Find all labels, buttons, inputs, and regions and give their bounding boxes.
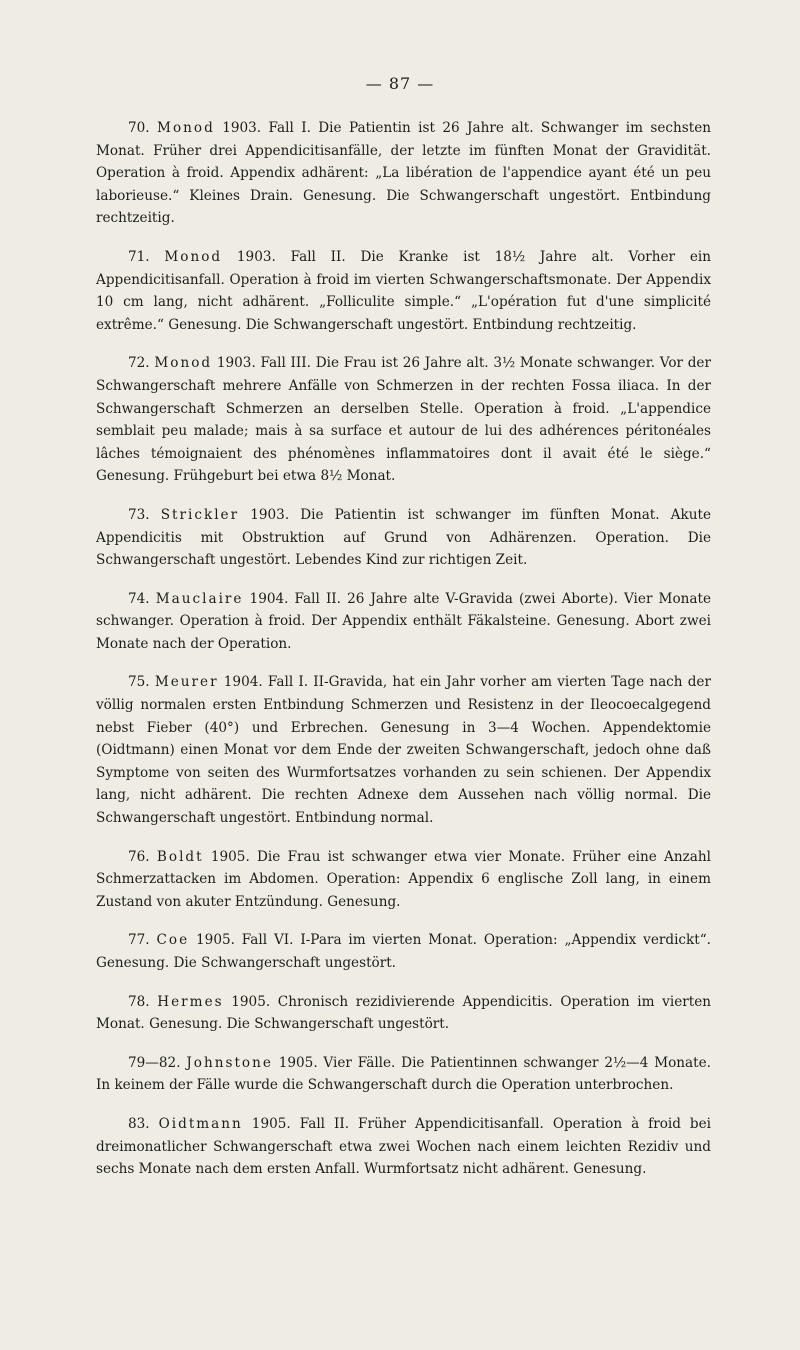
entry-text: 1903. Fall II. Die Kranke ist 18½ Jahre alt. Vorher ein Appendicitisanfall. Operation à froid im vierten Schwangerschaftsmonate. Der Appendix 10 cm lang, nicht adhärent. „Folliculite simple.“ „L'opération fut d'une simplicité extrême.“ Genesung. Die Schwangerschaft ungestört. Entbindung rechtzeitig. — [96, 248, 711, 333]
entry-number: 78. — [128, 993, 150, 1010]
entry-author: Mauclaire — [155, 590, 244, 607]
case-entry-77 — [96, 929, 711, 974]
entry-number: 83. — [128, 1115, 150, 1132]
case-entry-75 — [96, 671, 711, 829]
entry-text: 1903. Fall I. Die Patientin ist 26 Jahre alt. Schwanger im sechsten Monat. Früher drei Appendicitisanfälle, der letzte im fünften Monat der Gravidität. Operation à froid. Appendix adhärent: „La libération de l'appendice ayant été un peu laborieuse.“ Kleines Drain. Genesung. Die Schwangerschaft ungestört. Entbindung rechtzeitig. — [96, 120, 712, 227]
case-entry-83 — [96, 1113, 711, 1181]
entry-text: 1905. Fall VI. I-Para im vierten Monat. Operation: „Appendix verdickt“. Genesung. Die Schwangerschaft ungestört. — [96, 932, 712, 971]
entry-author: Monod — [157, 120, 215, 136]
case-entry-74 — [96, 588, 711, 656]
entry-text: 1905. Die Frau ist schwanger etwa vier Monate. Früher eine Anzahl Schmerzattacken im Abdomen. Operation: Appendix 6 englische Zoll lang, in einem Zustand von akuter Entzündung. Genesung. — [96, 848, 711, 910]
case-entry-79-82 — [96, 1052, 711, 1097]
entry-author: Strickler — [160, 506, 240, 523]
entry-number: 73. — [128, 506, 150, 523]
entry-text: 1903. Fall III. Die Frau ist 26 Jahre alt. 3½ Monate schwanger. Vor der Schwangerschaft mehrere Anfälle von Schmerzen in der rechten Fossa iliaca. In der Schwangerschaft Schmerzen an derselben Stelle. Operation à froid. „L'appendice semblait peu malade; mais à sa surface et autour de lui des adhérences péritonéales lâches témoignaient des phénomènes inflammatoires dont il avait été le siège.“ Genesung. Frühgeburt bei etwa 8½ Monat. — [96, 355, 711, 485]
page-number: — 87 — — [365, 74, 435, 93]
case-entry-76 — [96, 846, 711, 914]
entry-author: Boldt — [156, 848, 204, 865]
entry-text: 1905. Fall II. Früher Appendicitisanfall. Operation à froid bei dreimonatlicher Schwangerschaft etwa zwei Wochen nach einem leichten Rezidiv und sechs Monate nach dem ersten Anfall. Wurmfortsatz nicht adhärent. Genesung. — [96, 1115, 712, 1178]
entry-author: Monod — [164, 248, 223, 265]
case-entry-73 — [96, 504, 711, 572]
entry-author: Oidtmann — [158, 1115, 243, 1132]
entry-number: 71. — [128, 248, 150, 265]
entry-text: 1905. Chronisch rezidivierende Appendicitis. Operation im vierten Monat. Genesung. Die Schwangerschaft ungestört. — [96, 993, 711, 1033]
entry-number: 79—82. — [128, 1054, 181, 1071]
case-entry-78 — [96, 991, 711, 1036]
text-body — [96, 117, 711, 1197]
entry-text: 1905. Vier Fälle. Die Patientinnen schwanger 2½—4 Monate. In keinem der Fälle wurde die Schwangerschaft durch die Operation unterbrochen. — [96, 1054, 711, 1094]
entry-number: 72. — [128, 355, 150, 372]
entry-number: 77. — [128, 932, 150, 949]
entry-text: 1904. Fall I. II-Gravida, hat ein Jahr vorher am vierten Tage nach der völlig normalen ersten Entbindung Schmerzen und Resistenz in der Ileocoecalgegend nebst Fieber (40°) und Erbrechen. Genesung in 3—4 Wochen. Appendektomie (Oidtmann) einen Monat vor dem Ende der zweiten Schwangerschaft, jedoch ohne daß Symptome von seiten des Wurmfortsatzes vorhanden zu sein schienen. Der Appendix lang, nicht adhärent. Die rechten Adnexe dem Aussehen nach völlig normal. Die Schwangerschaft ungestört. Entbindung normal. — [96, 674, 711, 827]
entry-number: 76. — [128, 848, 150, 865]
entry-number: 74. — [128, 590, 150, 607]
entry-text: 1903. Die Patientin ist schwanger im fünften Monat. Akute Appendicitis mit Obstruktion auf Grund von Adhärenzen. Operation. Die Schwangerschaft ungestört. Lebendes Kind zur richtigen Zeit. — [96, 506, 712, 569]
entry-author: Hermes — [157, 993, 224, 1010]
entry-text: 1904. Fall II. 26 Jahre alte V-Gravida (zwei Aborte). Vier Monate schwanger. Operation à froid. Der Appendix enthält Fäkalsteine. Genesung. Abort zwei Monate nach der Operation. — [96, 590, 712, 652]
entry-author: Meurer — [154, 674, 219, 691]
entry-author: Coe — [156, 932, 190, 949]
case-entry-72 — [96, 352, 711, 488]
entry-author: Johnstone — [186, 1054, 273, 1071]
entry-number: 75. — [128, 674, 150, 691]
entry-number: 70. — [128, 120, 150, 136]
case-entry-71 — [96, 246, 711, 336]
case-entry-70 — [96, 117, 711, 230]
entry-author: Monod — [154, 355, 213, 372]
